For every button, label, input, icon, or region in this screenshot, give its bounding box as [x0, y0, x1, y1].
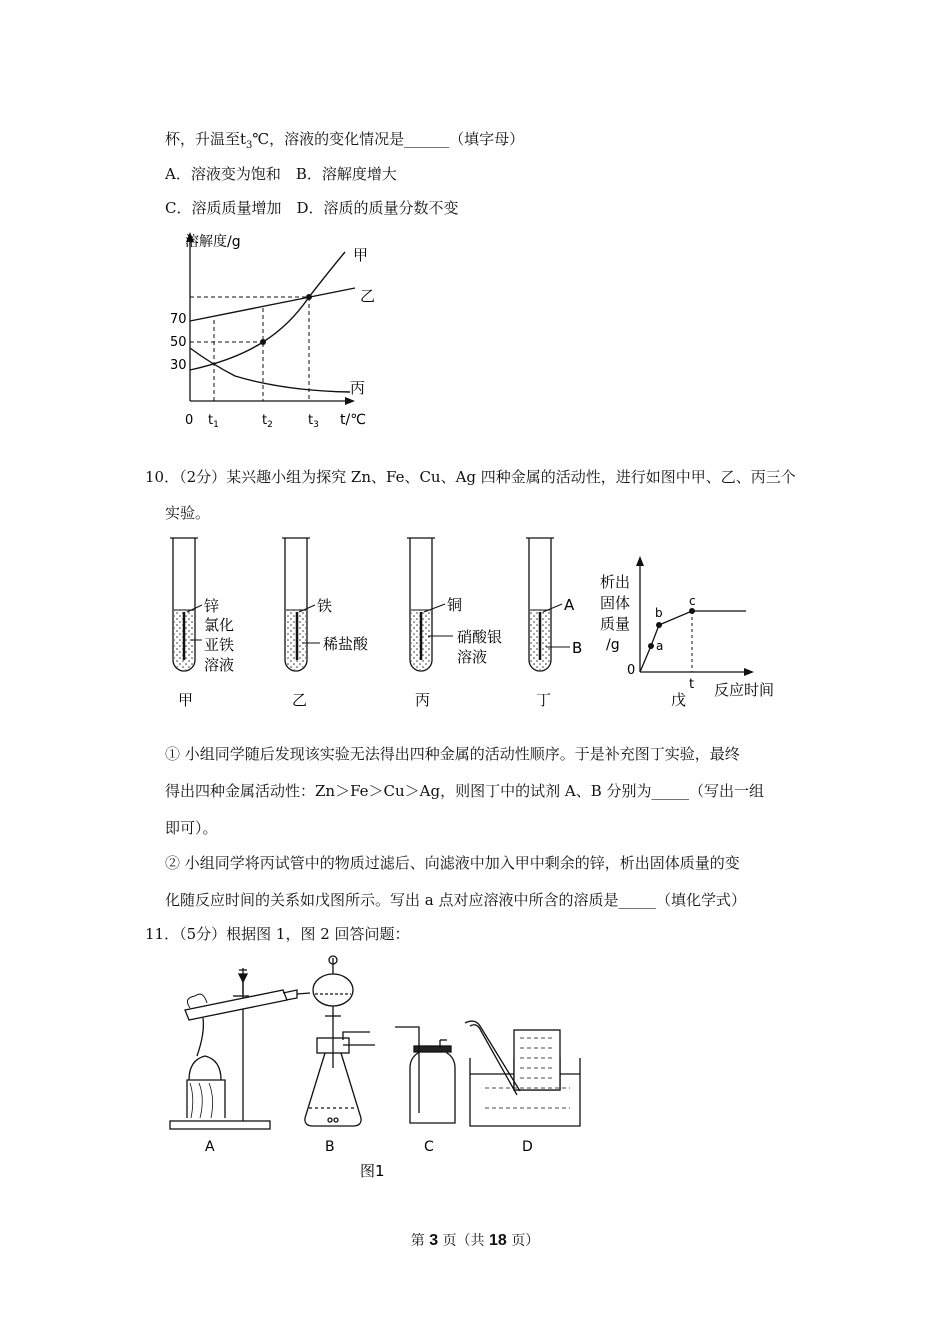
q10-sub1-line2: 得出四种金属活动性：Zn＞Fe＞Cu＞Ag，则图丁中的试剂 A、B 分别为_____（写出一组: [165, 782, 765, 800]
origin-label: 0: [185, 413, 194, 428]
precipitate-mass-chart: [600, 556, 774, 709]
svg-text:0: 0: [627, 663, 636, 678]
svg-text:甲: 甲: [178, 691, 194, 709]
x-axis-label: t/℃: [340, 412, 366, 428]
svg-text:B: B: [572, 639, 583, 657]
svg-text:溶液: 溶液: [457, 648, 488, 666]
series-jia-line: [190, 252, 345, 370]
test-tube-jia: [170, 538, 234, 709]
svg-text:丙: 丙: [415, 691, 431, 709]
svg-text:铜: 铜: [447, 596, 463, 614]
q9-line: 杯，升温至$t_3℃$，溶液的变化情况是______（填字母）: [165, 130, 525, 151]
svg-text:反应时间: 反应时间: [714, 681, 775, 699]
apparatus-a: [170, 968, 310, 1129]
series-label-jia: 甲: [353, 246, 369, 264]
page-number: 3: [429, 1232, 439, 1249]
apparatus-c: [395, 1027, 455, 1123]
q11-line1: 11．（5分）根据图 1，图 2 回答问题：: [145, 925, 410, 943]
q10-sub2-line2: 化随反应时间的关系如戊图所示。写出 a 点对应溶液中所含的溶质是_____（填化学式）: [165, 891, 746, 909]
svg-text:t: t: [689, 677, 695, 692]
svg-text:铁: 铁: [317, 597, 333, 615]
svg-text:锌: 锌: [204, 597, 220, 615]
q9-option-cd: C．溶质质量增加 D．溶质的质量分数不变: [165, 199, 459, 217]
apparatus-d: [465, 1021, 580, 1126]
q10-sub1-line3: 即可）。: [165, 819, 218, 837]
label-c: C: [424, 1139, 434, 1155]
apparatus-figure-1: [165, 948, 595, 1183]
svg-text:丁: 丁: [536, 691, 552, 709]
xtick-t1: $t_1$: [208, 413, 219, 430]
test-tube-yi: [282, 538, 369, 709]
intersection-point-t2: [260, 339, 266, 345]
svg-text:固体: 固体: [600, 594, 631, 612]
ytick-50: 50: [170, 335, 187, 350]
svg-text:c: c: [689, 594, 696, 608]
svg-text:b: b: [655, 606, 663, 620]
xtick-t3: $t_3$: [308, 413, 319, 430]
svg-text:a: a: [656, 639, 664, 653]
svg-text:戊: 戊: [671, 691, 687, 709]
figure-caption: 图1: [360, 1162, 385, 1180]
xtick-t2: $t_2$: [262, 413, 273, 430]
q10-sub1-line1: ① 小组同学随后发现该实验无法得出四种金属的活动性顺序。于是补充图丁实验，最终: [165, 745, 740, 763]
svg-text:稀盐酸: 稀盐酸: [323, 635, 369, 653]
svg-text:硝酸银: 硝酸银: [457, 628, 503, 646]
test-tube-ding: [526, 538, 582, 709]
svg-text:亚铁: 亚铁: [204, 636, 235, 654]
y-axis-label: 溶解度/g: [185, 234, 241, 250]
q10-line2: 实验。: [165, 504, 211, 522]
apparatus-b: [305, 956, 375, 1126]
series-yi-line: [190, 288, 355, 321]
svg-text:氯化: 氯化: [204, 616, 235, 634]
label-a: A: [205, 1139, 215, 1155]
q10-line1: 10．（2分）某兴趣小组为探究 Zn、Fe、Cu、Ag 四种金属的活动性，进行如图中甲、乙、丙三个: [145, 468, 796, 486]
solubility-chart: [165, 228, 380, 433]
label-b: B: [325, 1139, 335, 1155]
series-label-yi: 乙: [360, 287, 376, 305]
svg-text:乙: 乙: [292, 691, 308, 709]
ytick-70: 70: [170, 312, 187, 327]
svg-text:析出: 析出: [600, 573, 631, 591]
q10-sub2-line1: ② 小组同学将丙试管中的物质过滤后、向滤液中加入甲中剩余的锌，析出固体质量的变: [165, 854, 740, 872]
svg-text:质量: 质量: [600, 615, 631, 633]
ytick-30: 30: [170, 358, 187, 373]
test-tube-bing: [407, 538, 502, 709]
svg-text:/g: /g: [606, 637, 620, 653]
svg-text:A: A: [564, 596, 575, 614]
page-total: 18: [489, 1232, 507, 1249]
page-footer: 第 3 页（共 18 页）: [410, 1232, 540, 1249]
label-d: D: [522, 1139, 533, 1155]
svg-text:溶液: 溶液: [204, 656, 235, 674]
intersection-point-t3: [306, 294, 312, 300]
q9-option-ab: A．溶液变为饱和 B．溶解度增大: [165, 165, 397, 183]
q10-figure: [160, 530, 800, 715]
series-label-bing: 丙: [350, 379, 366, 397]
